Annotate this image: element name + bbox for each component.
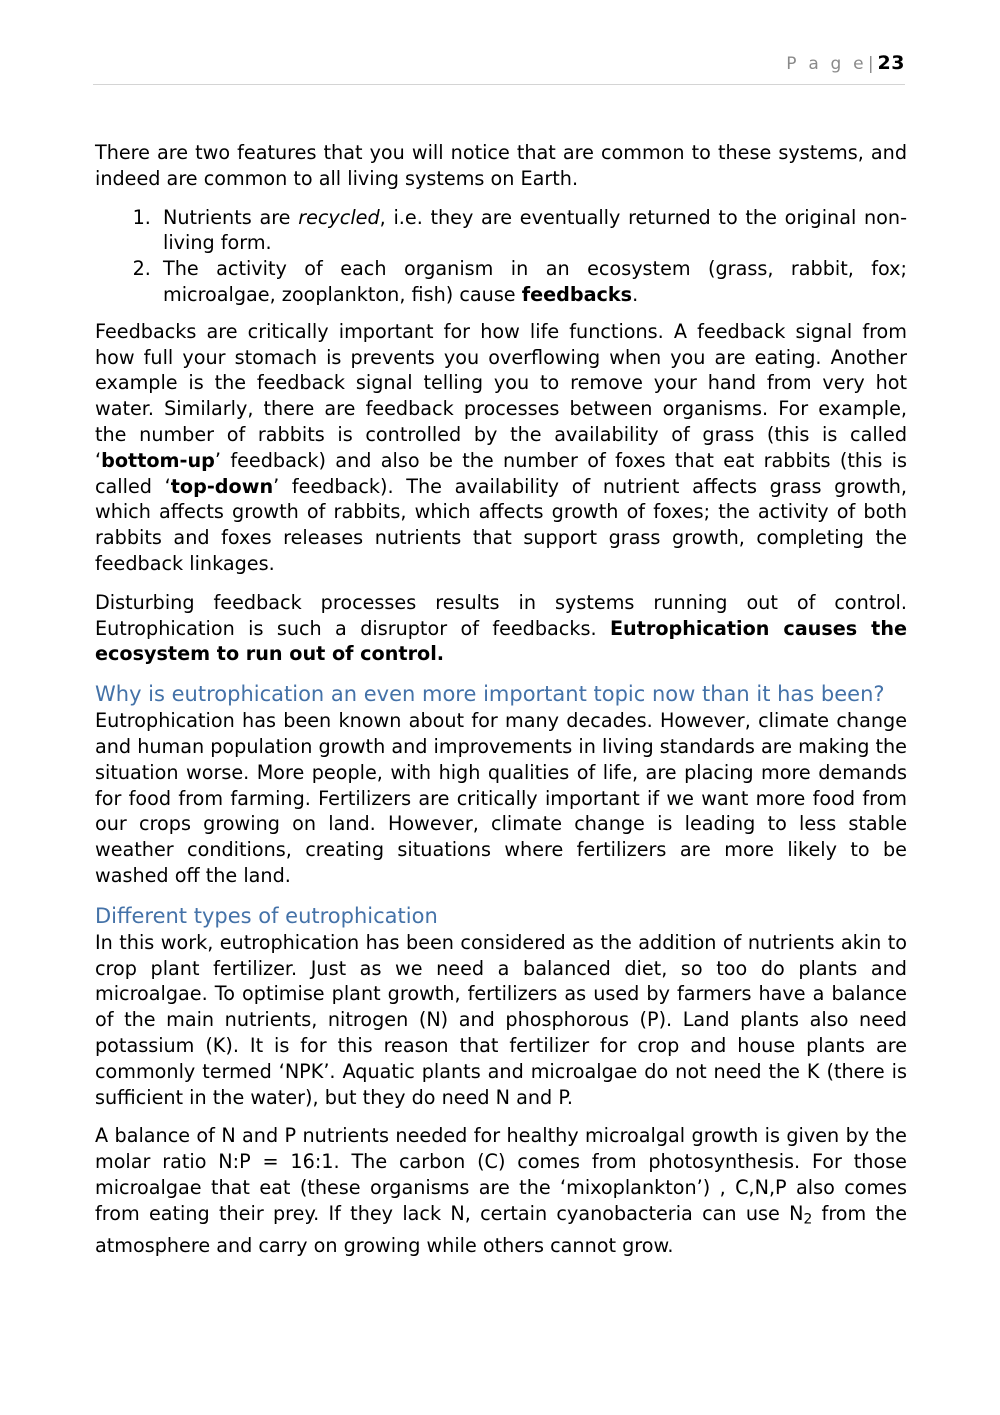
section-heading-different-types: Different types of eutrophication	[95, 903, 438, 928]
list-item-text-after-italic: , i.e. they are eventually returned to the original non-living form.	[163, 205, 907, 255]
feedback-text-part-2: ’ feedback) and also be the number of foxes that eat rabbits (this is called ‘	[95, 448, 907, 498]
disturbing-paragraph	[95, 590, 907, 667]
list-item-strong: feedbacks	[521, 282, 633, 306]
nitrogen-subscript: 2	[803, 1211, 813, 1228]
list-item-text-after-bold: .	[632, 282, 639, 306]
page-label: P a g e	[786, 54, 867, 74]
intro-paragraph: There are two features that you will notice that are common to these systems, and indeed are common to all living systems on Earth.	[95, 141, 907, 190]
section-heading-why-eutrophication: Why is eutrophication an even more important topic now than it has been?	[95, 682, 885, 707]
balance-text-part-1: A balance of N and P nutrients needed for healthy microalgal growth is given by the molar ratio N:P = 16:1. The carbon (C) comes from photosynthesis. For those microalgae that eat (these organisms are the ‘mixoplankton’) , C,N,P also comes from eating their prey. If they lack N, certain cyanobacteria can use N	[95, 1124, 907, 1225]
different-types-paragraph: In this work, eutrophication has been considered as the addition of nutrients akin to crop plant fertilizer. Just as we need a balanced diet, so too do plants and microalgae. To optimise plant growth, fertilizers as used by farmers have a balance of the main nutrients, nitrogen (N) and phosphorous (P). Land plants also need potassium (K). It is for this reason that fertilizer for crop and house plants are commonly termed ‘NPK’. Aquatic plants and microalgae do not need the K (there is sufficient in the water), but they do need N and P.	[95, 930, 907, 1109]
page-number: 23	[877, 52, 905, 74]
bottom-up-term: bottom-up	[101, 448, 215, 472]
top-down-term: top-down	[170, 474, 274, 498]
list-item-emphasis: recycled	[298, 205, 380, 229]
list-item-text-before-italic: Nutrients are	[163, 205, 299, 229]
list-item-text-before-bold: The activity of each organism in an ecosystem (grass, rabbit, fox; microalgae, zooplankton, fish) cause	[163, 257, 907, 306]
balance-paragraph	[95, 1123, 907, 1258]
list-item	[157, 205, 907, 257]
list-item	[157, 256, 907, 308]
disturbing-text-part-1: Disturbing feedback processes results in systems running out of control. Eutrophication is such a disruptor of feedbacks.	[95, 590, 907, 640]
eutrophication-emphasis: Eutrophication causes the ecosystem to run out of control.	[95, 616, 907, 666]
page-label-separator: |	[867, 54, 874, 74]
feedback-text-part-3: ’ feedback). The availability of nutrient affects grass growth, which affects growth of rabbits, which affects growth of foxes; the activity of both rabbits and foxes releases nutrients that support grass growth, completing the feedback linkages.	[95, 474, 908, 575]
page-header	[93, 52, 905, 86]
feedback-paragraph	[95, 319, 907, 577]
feedback-text-part-1: Feedbacks are critically important for how life functions. A feedback signal from how full your stomach is prevents you overflowing when you are eating. Another example is the feedback signal telling you to remove your hand from very hot water. Similarly, there are feedback processes between organisms. For example, the number of rabbits is controlled by the availability of grass (this is called ‘	[95, 319, 907, 472]
balance-text-part-2: from the atmosphere and carry on growing while others cannot grow.	[95, 1201, 907, 1257]
document-body	[95, 140, 907, 1272]
header-divider	[93, 84, 905, 85]
features-list	[95, 205, 907, 308]
why-eutrophication-paragraph: Eutrophication has been known about for many decades. However, climate change and human population growth and improvements in living standards are making the situation worse. More people, with high qualities of life, are placing more demands for food from farming. Fertilizers are critically important if we want more food from our crops growing on land. However, climate change is leading to less stable weather conditions, creating situations where fertilizers are more likely to be washed off the land.	[95, 709, 907, 887]
page-header-row	[93, 52, 905, 78]
